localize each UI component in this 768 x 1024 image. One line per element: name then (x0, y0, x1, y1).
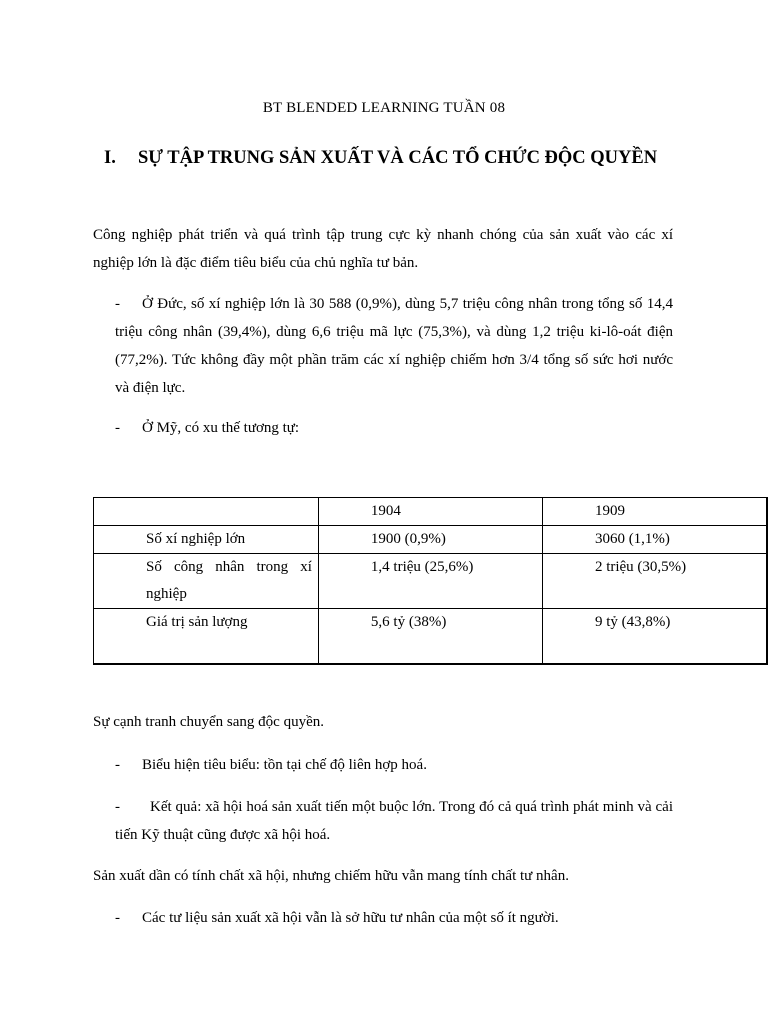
bullet-item (115, 751, 673, 779)
table-cell: 1,4 triệu (25,6%) (318, 554, 542, 609)
intro-paragraph: Công nghiệp phát triển và quá trình tập trung cực kỳ nhanh chóng của sản xuất vào các xí nghiệp lớn là đặc điểm tiêu biểu của chủ nghĩa tư bản. (93, 227, 673, 271)
bullet-item (115, 290, 673, 402)
bullet-text: Ở Mỹ, có xu thế tương tự: (142, 420, 300, 436)
bullet-item (115, 414, 673, 442)
bullet-text: Các tư liệu sản xuất xã hội vẫn là sở hữu tư nhân của một số ít người. (142, 910, 559, 926)
table-header-row (94, 498, 768, 526)
table-row-label: Giá trị sản lượng (94, 609, 319, 665)
bullet-dash: - (115, 799, 120, 815)
table-cell: 3060 (1,1%) (542, 526, 767, 554)
statistics-table (93, 497, 768, 665)
bullet-dash: - (115, 420, 120, 436)
bullet-dash: - (115, 296, 120, 312)
table-row-label: Số xí nghiệp lớn (94, 526, 319, 554)
section-title: SỰ TẬP TRUNG SẢN XUẤT VÀ CÁC TỔ CHỨC ĐỘC QUYỀN (138, 148, 658, 168)
table-header-cell (94, 498, 319, 526)
bullet-text: Kết quả: xã hội hoá sản xuất tiến một buộc lớn. Trong đó cả quá trình phát minh và cải tiến Kỹ thuật cũng được xã hội hoá. (115, 799, 673, 843)
bullet-item (115, 904, 673, 932)
table-row (94, 554, 768, 609)
table-cell: 5,6 tỷ (38%) (318, 609, 542, 665)
bullet-text: Biểu hiện tiêu biểu: tồn tại chế độ liên hợp hoá. (142, 757, 427, 773)
section-heading (104, 143, 676, 173)
table-cell: 1900 (0,9%) (318, 526, 542, 554)
table-row (94, 609, 768, 665)
section-number: I. (104, 148, 116, 168)
paragraph: Sản xuất dần có tính chất xã hội, nhưng chiếm hữu vẫn mang tính chất tư nhân. (93, 868, 569, 884)
table-header-cell: 1909 (542, 498, 767, 526)
table-row (94, 526, 768, 554)
document-header: BT BLENDED LEARNING TUẦN 08 (262, 100, 506, 116)
table-row-label: Số công nhân trong xí nghiệp (94, 554, 319, 609)
table-cell: 9 tỷ (43,8%) (542, 609, 767, 665)
bullet-dash: - (115, 910, 120, 926)
bullet-item (115, 793, 673, 849)
paragraph: Sự cạnh tranh chuyển sang độc quyền. (93, 714, 324, 730)
bullet-text: Ở Đức, số xí nghiệp lớn là 30 588 (0,9%), dùng 5,7 triệu công nhân trong tổng số 14,4 triệu công nhân (39,4%), dùng 6,6 triệu mã lực (75,3%), và dùng 1,2 triệu ki-lô-oát điện (77,2%). Tức không đầy một phần trăm các xí nghiệp chiếm hơn 3/4 tổng số sức hơi nước và điện lực. (115, 296, 673, 396)
table-header-cell: 1904 (318, 498, 542, 526)
table-cell: 2 triệu (30,5%) (542, 554, 767, 609)
bullet-dash: - (115, 757, 120, 773)
